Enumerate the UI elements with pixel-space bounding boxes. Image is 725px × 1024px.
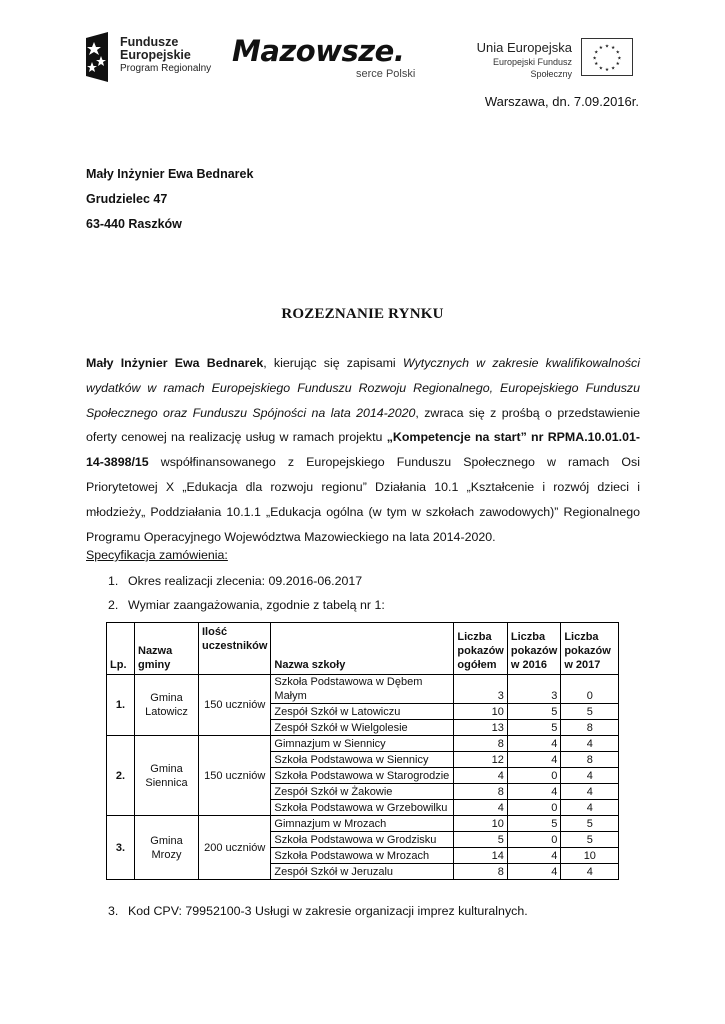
svg-text:★: ★: [592, 56, 597, 62]
document-date: Warszawa, dn. 7.09.2016r.: [484, 94, 639, 109]
table-row: Zespół Szkół w Jeruzalu 8 4 4: [107, 864, 619, 880]
table-row: Zespół Szkół w Wielgolesie 13 5 8: [107, 720, 619, 736]
col-header-ogolem: Liczba pokazów ogółem: [454, 623, 507, 675]
mazowsze-logo: [232, 34, 422, 82]
list-item: 1. Okres realizacji zlecenia: 09.2016-06.2017: [108, 574, 363, 588]
col-header-lp: Lp.: [107, 623, 135, 675]
col-header-2016: Liczba pokazów w 2016: [507, 623, 560, 675]
mazowsze-tagline: serce Polski: [356, 68, 416, 80]
schools-table: [106, 622, 619, 880]
table-row: Zespół Szkół w Latowiczu 10 5 5: [107, 704, 619, 720]
unia-europejska-logo: [454, 38, 634, 82]
svg-text:★: ★: [604, 68, 610, 74]
svg-text:★: ★: [598, 46, 603, 52]
table-row: Szkoła Podstawowa w Grodzisku 5 0 5: [107, 832, 619, 848]
svg-text:★: ★: [611, 66, 616, 72]
list-item: 2. Wymiar zaangażowania, zgodnie z tabelą nr 1:: [108, 598, 385, 612]
svg-text:★: ★: [615, 50, 620, 56]
table-row: Zespół Szkół w Żakowie 8 4 4: [107, 784, 619, 800]
eu-flag-icon: [581, 38, 633, 76]
col-header-2017: Liczba pokazów w 2017: [561, 623, 619, 675]
svg-text:★: ★: [617, 56, 622, 62]
col-header-uczniowie: Ilość uczestników: [199, 623, 271, 675]
fe-logo-text: Fundusze Europejskie Program Regionalny: [120, 35, 212, 74]
table-row: Szkoła Podstawowa w Siennicy 12 4 8: [107, 752, 619, 768]
organization-name: Mały Inżynier Ewa Bednarek: [86, 356, 264, 370]
recipient-name: Mały Inżynier Ewa Bednarek: [86, 167, 254, 181]
svg-text:★: ★: [611, 46, 616, 52]
table-row: Szkoła Podstawowa w Grzebowilku 4 0 4: [107, 800, 619, 816]
col-header-gmina: Nazwa gminy: [135, 623, 199, 675]
table-row: 1. Gmina Latowicz 150 uczniów Szkoła Podstawowa w Dębem Małym 3 3 0: [107, 675, 619, 704]
ue-title: Unia Europejska: [476, 40, 572, 55]
specification-heading: Specyfikacja zamówienia:: [86, 548, 228, 562]
mazowsze-wordmark: Mazowsze.: [232, 34, 405, 68]
intro-paragraph: Mały Inżynier Ewa Bednarek, kierując się zapisami Wytycznych w zakresie kwalifikowalności wydatków w ramach Europejskiego Funduszu Rozwoju Regionalnego, Europejskiego Funduszu Społecznego oraz Funduszu Spójności na lata 2014-2020, zwraca się z prośbą o przedstawienie oferty cenowej na realizację usług w ramach projektu „Kompetencje na start” nr RPMA.10.01.01-14-3898/15 współfinansowanego z Europejskiego Funduszu Społecznego w ramach Osi Priorytetowej X „Edukacja dla rozwoju regionu” Działania 10.1 „Kształcenie i rozwój dzieci i młodzieży„ Poddziałania 10.1.1 „Edukacja ogólna (w tym w szkołach zawodowych)” Regionalnego Programu Operacyjnego Województwa Mazowieckiego na lata 2014-2020.: [86, 356, 640, 544]
table-row: Szkoła Podstawowa w Starogrodzie 4 0 4: [107, 768, 619, 784]
list-item: 3. Kod CPV: 79952100-3 Usługi w zakresie organizacji imprez kulturalnych.: [108, 904, 528, 918]
ue-subtitle: Europejski Fundusz Społeczny: [492, 57, 572, 79]
svg-text:★: ★: [598, 66, 603, 72]
table-row: Szkoła Podstawowa w Mrozach 14 4 10: [107, 848, 619, 864]
svg-text:★: ★: [594, 50, 599, 56]
svg-text:★: ★: [594, 62, 599, 68]
recipient-street: Grudzielec 47: [86, 192, 168, 206]
table-header-row: [107, 623, 619, 675]
project-name: „Kompetencje na start” nr RPMA.10.01.01-14-3898/15: [86, 430, 640, 470]
svg-text:★: ★: [615, 62, 620, 68]
table-row: 3. Gmina Mrozy 200 uczniów Gimnazjum w Mrozach 10 5 5: [107, 816, 619, 832]
guidelines-reference: Wytycznych w zakresie kwalifikowalności wydatków w ramach Europejskiego Funduszu Rozwoju Regionalnego, Europejskiego Funduszu Społecznego oraz Funduszu Spójności na lata 2014-2020: [86, 356, 640, 420]
svg-text:★: ★: [604, 44, 610, 50]
recipient-city: 63-440 Raszków: [86, 217, 182, 231]
document-title: ROZEZNANIE RYNKU: [281, 306, 444, 322]
fundusze-europejskie-logo: [86, 32, 216, 82]
fe-stars-icon: [86, 32, 116, 82]
col-header-szkola: Nazwa szkoły: [271, 623, 454, 675]
table-row: 2. Gmina Siennica 150 uczniów Gimnazjum w Siennicy 8 4 4: [107, 736, 619, 752]
